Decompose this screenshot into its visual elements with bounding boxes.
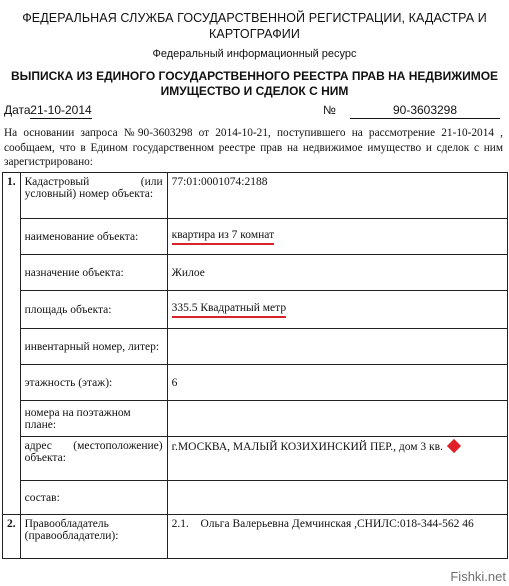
title-line-2: ИМУЩЕСТВО И СДЕЛОК С НИМ bbox=[160, 84, 349, 98]
document-title bbox=[0, 69, 509, 99]
table-row bbox=[3, 481, 508, 515]
table-row bbox=[3, 437, 508, 481]
agency-line-2: КАРТОГРАФИИ bbox=[209, 27, 300, 41]
agency-header bbox=[0, 10, 509, 42]
number-label: № bbox=[323, 103, 336, 117]
table-row bbox=[3, 173, 508, 219]
registry-table bbox=[2, 172, 508, 559]
address-value: г.МОСКВА, МАЛЫЙ КОЗИХИНСКИЙ ПЕР., дом 3 кв. bbox=[171, 441, 443, 453]
address-label: адрес (местоположение) объекта: bbox=[20, 437, 167, 481]
area-label: площадь объекта: bbox=[20, 291, 167, 329]
table-row bbox=[3, 255, 508, 291]
floor-label: этажность (этаж): bbox=[20, 365, 167, 401]
item-number: 1. bbox=[3, 173, 21, 515]
owner-cell bbox=[167, 515, 507, 559]
resource-label: Федеральный информационный ресурс bbox=[152, 48, 357, 60]
name-label: наименование объекта: bbox=[20, 219, 167, 255]
purpose-value: Жилое bbox=[167, 255, 507, 291]
watermark: Fishki.net bbox=[450, 569, 506, 584]
floor-value: 6 bbox=[167, 365, 507, 401]
table-row bbox=[3, 365, 508, 401]
composition-value bbox=[167, 481, 507, 515]
basis-paragraph: На основании запроса №90-3603298 от 2014-10-21, поступившего на рассмотрение 21-10-2014 , сообщаем, что в Едином государственном реестре прав на недвижимое имущество и сделок с ним зарегистрировано: bbox=[4, 127, 503, 168]
floorplan-value bbox=[167, 401, 507, 437]
table-row bbox=[3, 219, 508, 255]
table-row bbox=[3, 291, 508, 329]
area-value-cell bbox=[167, 291, 507, 329]
owner-label: Правообладатель (правообладатели): bbox=[20, 515, 167, 559]
table-row bbox=[3, 515, 508, 559]
purpose-label: назначение объекта: bbox=[20, 255, 167, 291]
owner-value: Ольга Валерьевна Демчинская ,СНИЛС:018-344-562 46 bbox=[200, 518, 474, 530]
agency-line-1: ФЕДЕРАЛЬНАЯ СЛУЖБА ГОСУДАРСТВЕННОЙ РЕГИСТРАЦИИ, КАДАСТРА И bbox=[22, 11, 487, 25]
area-value: 335.5 Квадратный метр bbox=[172, 302, 286, 318]
item-number: 2. bbox=[3, 515, 21, 559]
cadastral-value: 77:01:0001074:2188 bbox=[167, 173, 507, 219]
address-value-cell bbox=[167, 437, 507, 481]
name-value: квартира из 7 комнат bbox=[172, 229, 274, 245]
inventory-label: инвентарный номер, литер: bbox=[20, 329, 167, 365]
title-line-1: ВЫПИСКА ИЗ ЕДИНОГО ГОСУДАРСТВЕННОГО РЕЕСТРА ПРАВ НА НЕДВИЖИМОЕ bbox=[10, 69, 499, 83]
composition-label: состав: bbox=[20, 481, 167, 515]
date-label: Дата bbox=[4, 103, 31, 117]
floorplan-label: номера на поэтажном плане: bbox=[20, 401, 167, 437]
number-value: 90-3603298 bbox=[350, 103, 500, 119]
inventory-value bbox=[167, 329, 507, 365]
redaction-marker bbox=[447, 439, 461, 453]
date-value: 21-10-2014 bbox=[30, 103, 92, 117]
table-row bbox=[3, 329, 508, 365]
cadastral-label: Кадастровый (или условный) номер объекта: bbox=[20, 173, 167, 219]
name-value-cell bbox=[167, 219, 507, 255]
table-row bbox=[3, 401, 508, 437]
owner-sub-number: 2.1. bbox=[171, 518, 189, 530]
